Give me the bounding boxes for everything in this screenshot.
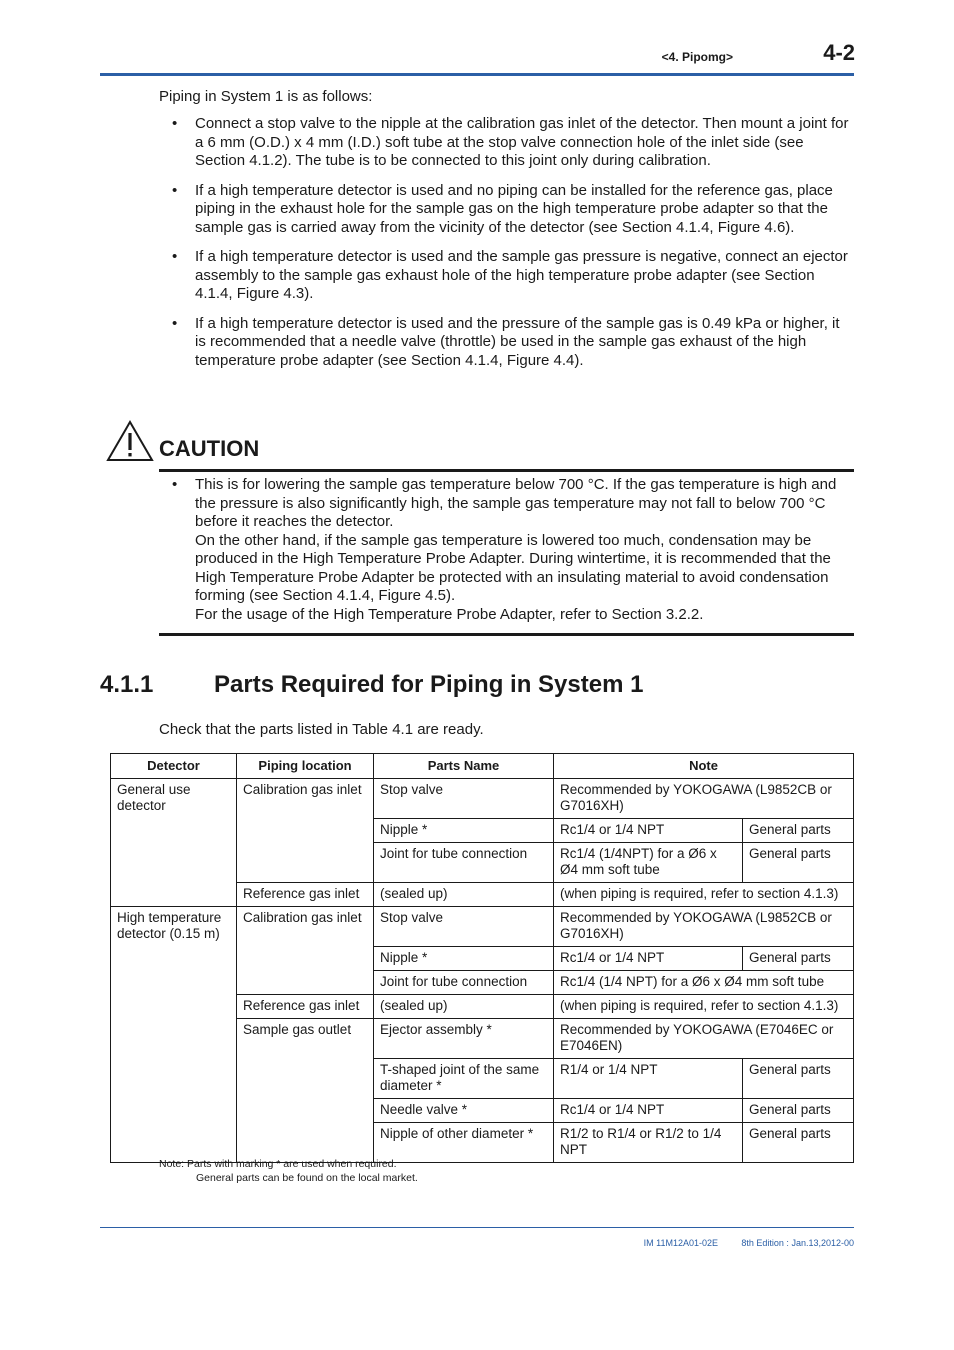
- section-number: 4.1.1: [100, 671, 154, 698]
- location-cell: Calibration gas inlet: [237, 907, 374, 995]
- part-cell: Nipple *: [374, 819, 554, 843]
- bullet-text: If a high temperature detector is used and the pressure of the sample gas is 0.49 kPa or higher, it is recommended that a needle valve (throttle) be used in the sample gas exhaust of the high temperature probe adapter (see Section 4.1.4, Figure 4.4).: [195, 314, 840, 369]
- note-cell: R1/4 or 1/4 NPT: [554, 1059, 743, 1099]
- list-item: [159, 182, 854, 238]
- caution-top-rule: [159, 469, 854, 472]
- column-header: Parts Name: [374, 754, 554, 779]
- bullet-dot: •: [172, 115, 178, 132]
- note-cell: R1/2 to R1/4 or R1/2 to 1/4 NPT: [554, 1123, 743, 1163]
- detector-cell: High temperature detector (0.15 m): [111, 907, 237, 1163]
- bullet-dot: •: [172, 181, 178, 199]
- note-cell: Recommended by YOKOGAWA (E7046EC or E7046EN): [554, 1019, 854, 1059]
- note-cell: Rc1/4 (1/4 NPT) for a Ø6 x Ø4 mm soft tube: [554, 971, 854, 995]
- note-cell: General parts: [743, 1123, 854, 1163]
- detector-cell: General use detector: [111, 779, 237, 907]
- caution-paragraph: On the other hand, if the sample gas temperature is lowered too much, condensation may be produced in the High Temperature Probe Adapter. During wintertime, it is recommended that the High Temperature Probe Adapter be protected with an insulating material to avoid condensation forming (see Section 4.1.4, Figure 4.5).: [195, 531, 831, 604]
- part-cell: Joint for tube connection: [374, 971, 554, 995]
- note-cell: Rc1/4 or 1/4 NPT: [554, 819, 743, 843]
- caution-title: CAUTION: [159, 436, 260, 461]
- note-cell: (when piping is required, refer to section 4.1.3): [554, 883, 854, 907]
- list-item: [159, 315, 854, 371]
- part-cell: Nipple of other diameter *: [374, 1123, 554, 1163]
- part-cell: Needle valve *: [374, 1099, 554, 1123]
- caution-paragraph: This is for lowering the sample gas temperature below 700 °C. If the gas temperature is high and the pressure is also significantly high, the sample gas temperature may not fall to below 700 °C before it reaches the detector.: [195, 476, 837, 530]
- column-header: Piping location: [237, 754, 374, 779]
- chapter-label: <4. Pipomg>: [661, 50, 733, 64]
- parts-table: [110, 753, 854, 1163]
- note-cell: General parts: [743, 947, 854, 971]
- part-cell: (sealed up): [374, 883, 554, 907]
- header-rule: [100, 73, 854, 76]
- part-cell: (sealed up): [374, 995, 554, 1019]
- note-cell: Rc1/4 (1/4NPT) for a Ø6 x Ø4 mm soft tube: [554, 843, 743, 883]
- table-row: [111, 907, 854, 947]
- bullet-text: Connect a stop valve to the nipple at the calibration gas inlet of the detector. Then mount a joint for a 6 mm (O.D.) x 4 mm (I.D.) soft tube at the stop valve connection hole of the inlet side (see Section 4.1.2). The tube is to be connected to this joint only during calibration.: [195, 115, 849, 169]
- column-header: Note: [554, 754, 854, 779]
- document-number: IM 11M12A01-02E: [643, 1238, 718, 1248]
- part-cell: Ejector assembly *: [374, 1019, 554, 1059]
- table-row: [111, 779, 854, 819]
- note-cell: Rc1/4 or 1/4 NPT: [554, 1099, 743, 1123]
- location-cell: Sample gas outlet: [237, 1019, 374, 1163]
- part-cell: Nipple *: [374, 947, 554, 971]
- caution-bottom-rule: [159, 633, 854, 636]
- part-cell: Joint for tube connection: [374, 843, 554, 883]
- bullet-text: If a high temperature detector is used and the sample gas pressure is negative, connect an ejector assembly to the sample gas exhaust hole of the high temperature probe adapter (see Section 4.1.4, Figure 4.3).: [195, 248, 848, 302]
- part-cell: Stop valve: [374, 779, 554, 819]
- note-cell: Rc1/4 or 1/4 NPT: [554, 947, 743, 971]
- warning-triangle-icon: [106, 420, 154, 462]
- edition-label: 8th Edition : Jan.13,2012-00: [741, 1238, 854, 1248]
- bullet-dot: •: [172, 248, 178, 265]
- footer-rule: [100, 1227, 854, 1228]
- caution-paragraph: For the usage of the High Temperature Probe Adapter, refer to Section 3.2.2.: [195, 605, 704, 623]
- piping-bullet-list: [159, 115, 854, 381]
- part-cell: Stop valve: [374, 907, 554, 947]
- table-header-row: [111, 754, 854, 779]
- note-cell: (when piping is required, refer to section 4.1.3): [554, 995, 854, 1019]
- part-cell: T-shaped joint of the same diameter *: [374, 1059, 554, 1099]
- check-text: Check that the parts listed in Table 4.1 are ready.: [159, 721, 484, 738]
- note-cell: General parts: [743, 819, 854, 843]
- page-number: 4-2: [823, 40, 855, 65]
- list-item: [159, 248, 854, 304]
- column-header: Detector: [111, 754, 237, 779]
- section-title: Parts Required for Piping in System 1: [214, 671, 644, 698]
- note-cell: General parts: [743, 1099, 854, 1123]
- table-note: Note: Parts with marking * are used when required.: [159, 1158, 397, 1170]
- bullet-dot: •: [172, 314, 178, 332]
- intro-text: Piping in System 1 is as follows:: [159, 88, 373, 105]
- note-cell: Recommended by YOKOGAWA (L9852CB or G7016XH): [554, 779, 854, 819]
- location-cell: Reference gas inlet: [237, 995, 374, 1019]
- note-cell: General parts: [743, 843, 854, 883]
- location-cell: Reference gas inlet: [237, 883, 374, 907]
- bullet-dot: •: [172, 476, 178, 493]
- note-cell: General parts: [743, 1059, 854, 1099]
- note-cell: Recommended by YOKOGAWA (L9852CB or G7016XH): [554, 907, 854, 947]
- location-cell: Calibration gas inlet: [237, 779, 374, 883]
- caution-body: [159, 476, 854, 624]
- table-note-continued: General parts can be found on the local market.: [196, 1172, 418, 1184]
- bullet-text: If a high temperature detector is used and no piping can be installed for the reference gas, place piping in the exhaust hole for the sample gas on the high temperature probe adapter so that the sample gas is carried away from the vicinity of the detector (see Section 4.1.4, Figure 4.6).: [195, 181, 833, 236]
- list-item: [159, 115, 854, 171]
